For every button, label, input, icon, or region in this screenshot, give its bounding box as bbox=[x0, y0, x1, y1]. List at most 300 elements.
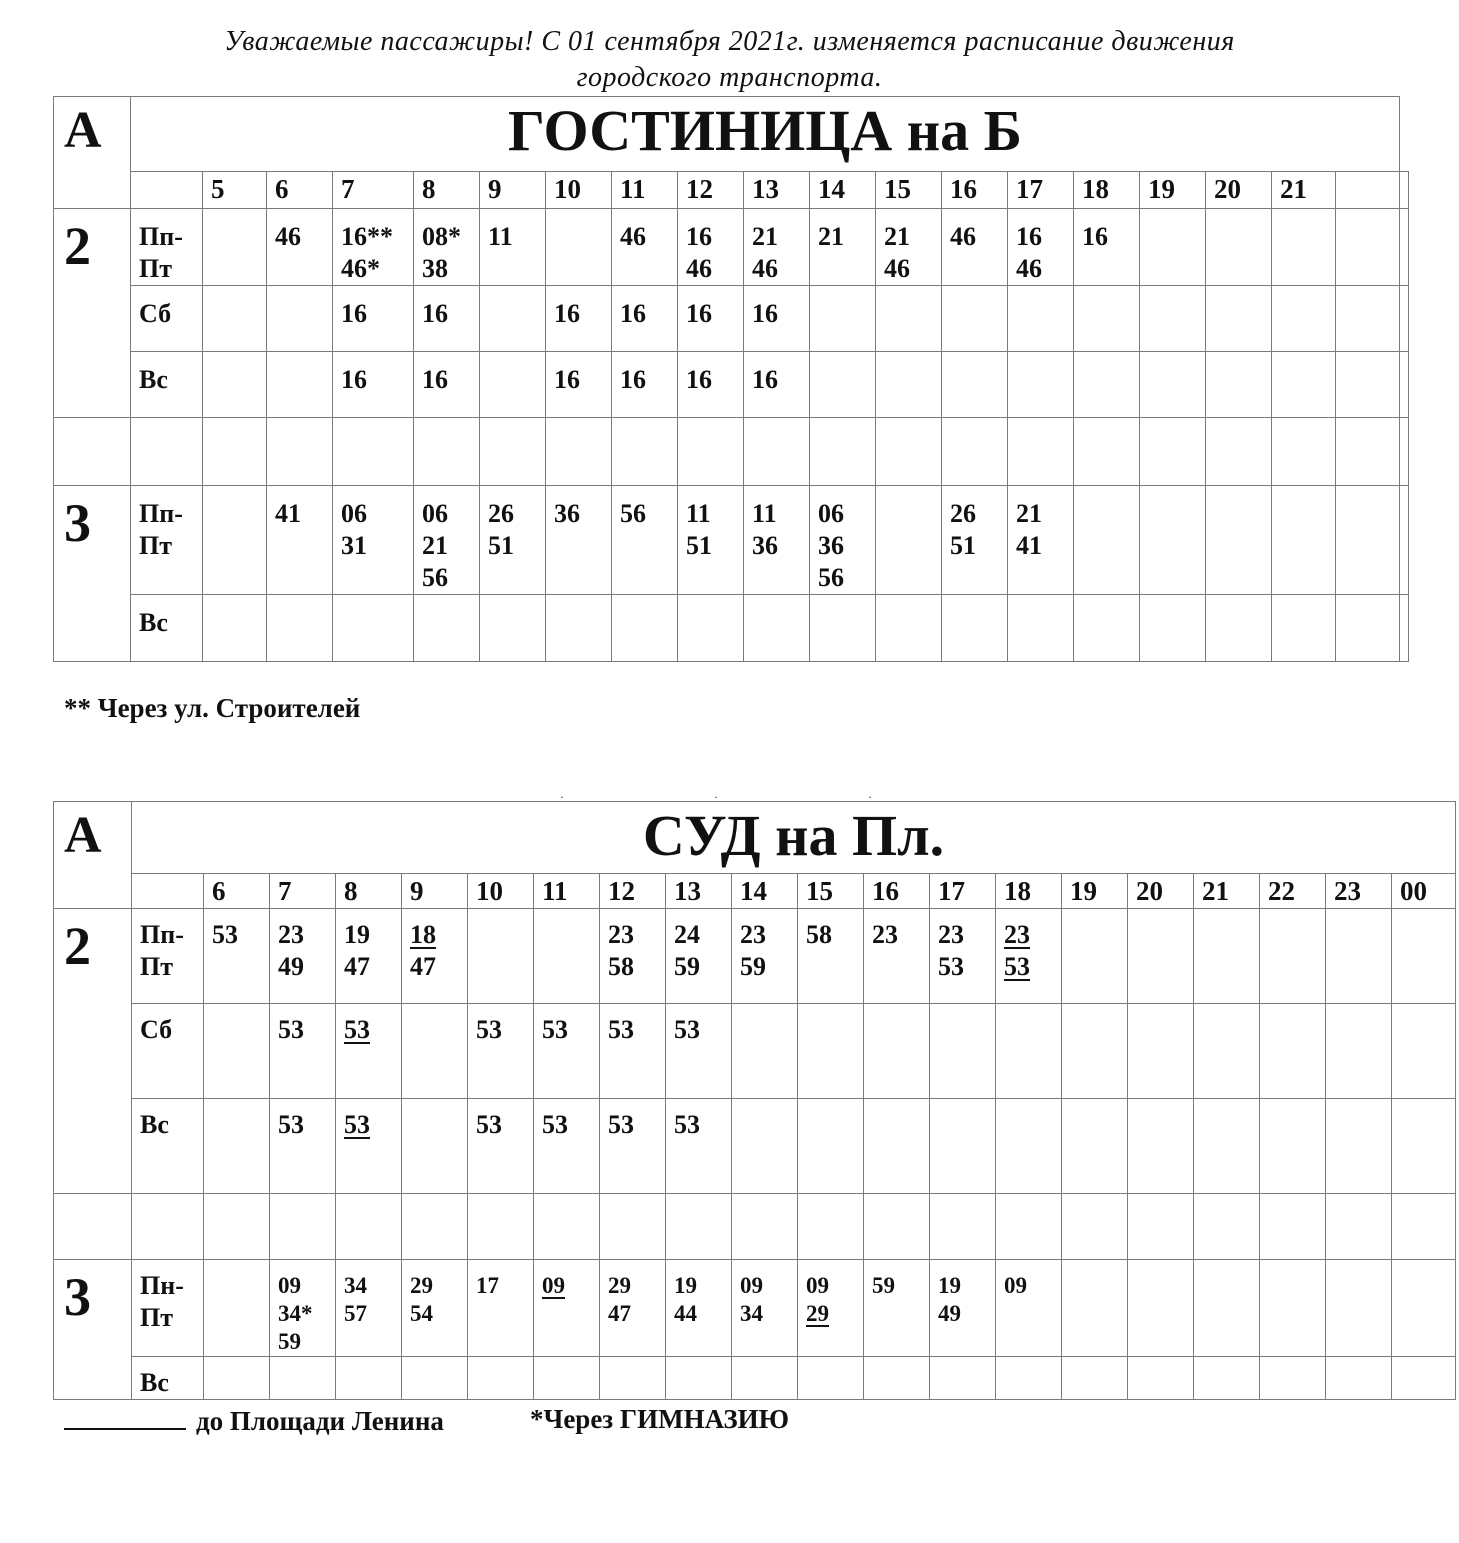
departure-cell bbox=[798, 1357, 864, 1400]
departure-cell bbox=[402, 1099, 468, 1194]
departure-cell bbox=[1392, 1004, 1456, 1099]
departure-cell bbox=[414, 418, 480, 486]
departure-minute: 58 bbox=[608, 952, 634, 981]
departure-cell bbox=[1140, 486, 1206, 595]
departure-cell bbox=[204, 1099, 270, 1194]
departure-cell bbox=[942, 418, 1008, 486]
hour-header: 14 bbox=[732, 874, 798, 909]
departure-cell bbox=[876, 352, 942, 418]
departure-cell bbox=[546, 209, 612, 286]
hour-header: 7 bbox=[270, 874, 336, 909]
departure-cell bbox=[1392, 1357, 1456, 1400]
departure-cell bbox=[678, 486, 744, 595]
departure-minute: 18 bbox=[410, 920, 436, 949]
departure-cell bbox=[1008, 595, 1074, 662]
column-a-header: А bbox=[54, 97, 131, 209]
departure-minute: 53 bbox=[542, 1015, 568, 1044]
schedule-row bbox=[54, 1004, 1456, 1099]
departure-cell bbox=[1326, 1194, 1392, 1260]
departure-minute: 46 bbox=[275, 222, 301, 251]
departure-cell bbox=[600, 1260, 666, 1357]
departure-minute: 51 bbox=[488, 531, 514, 560]
route-number: 3 bbox=[54, 1260, 132, 1400]
day-label-line: Вс bbox=[140, 1368, 169, 1397]
departure-cell bbox=[732, 909, 798, 1004]
day-label-line: Пп- bbox=[139, 499, 183, 528]
departure-cell bbox=[810, 286, 876, 352]
departure-cell bbox=[534, 1357, 600, 1400]
hour-header: 13 bbox=[666, 874, 732, 909]
departure-minute: 21 bbox=[752, 222, 778, 251]
departure-cell bbox=[534, 1194, 600, 1260]
day-label-line: Вс bbox=[139, 365, 168, 394]
hour-header: 5 bbox=[203, 172, 267, 209]
departure-cell bbox=[203, 286, 267, 352]
departure-cell bbox=[336, 1004, 402, 1099]
schedule-row bbox=[54, 1194, 1456, 1260]
departure-minute: 47 bbox=[608, 1301, 631, 1326]
departure-minute: 21 bbox=[422, 531, 448, 560]
day-label bbox=[132, 1260, 204, 1357]
departure-minute: 53 bbox=[476, 1015, 502, 1044]
departure-minute: 09 bbox=[278, 1273, 301, 1298]
departure-cell bbox=[1400, 486, 1409, 595]
departure-minute: 56 bbox=[422, 563, 448, 592]
departure-cell bbox=[546, 595, 612, 662]
departure-cell bbox=[267, 286, 333, 352]
notice bbox=[0, 24, 1459, 96]
departure-cell bbox=[1206, 209, 1272, 286]
departure-cell bbox=[1400, 595, 1409, 662]
departure-cell bbox=[1140, 595, 1206, 662]
departure-minute: 56 bbox=[818, 563, 844, 592]
spacer-cell bbox=[54, 418, 131, 486]
day-label bbox=[132, 1099, 204, 1194]
departure-cell bbox=[1008, 209, 1074, 286]
departure-cell bbox=[678, 352, 744, 418]
departure-cell bbox=[468, 1194, 534, 1260]
hour-header: 18 bbox=[996, 874, 1062, 909]
departure-cell bbox=[204, 1194, 270, 1260]
hour-header: 19 bbox=[1062, 874, 1128, 909]
departure-cell bbox=[600, 909, 666, 1004]
departure-minute: 19 bbox=[674, 1273, 697, 1298]
departure-cell bbox=[930, 909, 996, 1004]
departure-cell bbox=[204, 1260, 270, 1357]
departure-minute: 53 bbox=[1004, 952, 1030, 981]
departure-cell bbox=[1194, 1194, 1260, 1260]
departure-minute: 16 bbox=[686, 299, 712, 328]
departure-minute: 16 bbox=[1082, 222, 1108, 251]
departure-minute: 17 bbox=[476, 1273, 499, 1298]
departure-minute: 44 bbox=[674, 1301, 697, 1326]
departure-minute: 31 bbox=[341, 531, 367, 560]
departure-minute: 06 bbox=[341, 499, 367, 528]
departure-minute: 53 bbox=[938, 952, 964, 981]
departure-cell bbox=[270, 1099, 336, 1194]
departure-cell bbox=[876, 418, 942, 486]
departure-minute: 23 bbox=[608, 920, 634, 949]
departure-cell bbox=[402, 909, 468, 1004]
departure-cell bbox=[1272, 209, 1336, 286]
departure-cell bbox=[930, 1004, 996, 1099]
departure-cell bbox=[1336, 418, 1400, 486]
departure-cell bbox=[600, 1194, 666, 1260]
route-number: 2 bbox=[54, 209, 131, 418]
departure-cell bbox=[267, 486, 333, 595]
departure-minute: 53 bbox=[608, 1015, 634, 1044]
departure-cell bbox=[600, 1357, 666, 1400]
departure-cell bbox=[1392, 909, 1456, 1004]
departure-minute: 23 bbox=[1004, 920, 1030, 949]
departure-cell bbox=[1206, 595, 1272, 662]
departure-cell bbox=[666, 1194, 732, 1260]
departure-minute: 16 bbox=[686, 222, 712, 251]
hour-header: 12 bbox=[600, 874, 666, 909]
departure-minute: 06 bbox=[422, 499, 448, 528]
hour-header: 6 bbox=[267, 172, 333, 209]
departure-minute: 56 bbox=[620, 499, 646, 528]
hour-header: 18 bbox=[1074, 172, 1140, 209]
departure-cell bbox=[1260, 909, 1326, 1004]
departure-cell bbox=[203, 595, 267, 662]
departure-cell bbox=[1128, 1357, 1194, 1400]
departure-cell bbox=[546, 286, 612, 352]
departure-minute: 16 bbox=[554, 365, 580, 394]
departure-minute: 09 bbox=[740, 1273, 763, 1298]
departure-minute: 53 bbox=[476, 1110, 502, 1139]
departure-cell bbox=[1392, 1260, 1456, 1357]
departure-minute: 09 bbox=[1004, 1273, 1027, 1298]
departure-minute: 16 bbox=[620, 299, 646, 328]
departure-cell bbox=[996, 909, 1062, 1004]
departure-cell bbox=[333, 486, 414, 595]
departure-cell bbox=[744, 595, 810, 662]
departure-cell bbox=[1008, 352, 1074, 418]
departure-cell bbox=[798, 909, 864, 1004]
departure-cell bbox=[270, 909, 336, 1004]
hour-header: 16 bbox=[864, 874, 930, 909]
departure-cell bbox=[1206, 286, 1272, 352]
departure-cell bbox=[1062, 1099, 1128, 1194]
stop-title: ГОСТИНИЦА на Б bbox=[131, 97, 1400, 172]
departure-cell bbox=[1008, 486, 1074, 595]
departure-minute: 11 bbox=[488, 222, 513, 251]
departure-cell bbox=[1326, 1357, 1392, 1400]
departure-cell bbox=[1194, 1260, 1260, 1357]
departure-cell bbox=[333, 209, 414, 286]
departure-cell bbox=[612, 352, 678, 418]
departure-cell bbox=[534, 1004, 600, 1099]
schedule-row bbox=[54, 352, 1409, 418]
day-label bbox=[131, 209, 203, 286]
departure-cell bbox=[1400, 352, 1409, 418]
hour-header: 13 bbox=[744, 172, 810, 209]
departure-minute: 19 bbox=[938, 1273, 961, 1298]
departure-cell bbox=[798, 1194, 864, 1260]
departure-cell bbox=[1074, 352, 1140, 418]
route-number: 3 bbox=[54, 486, 131, 662]
departure-cell bbox=[203, 352, 267, 418]
departure-cell bbox=[810, 595, 876, 662]
departure-minute: 08* bbox=[422, 222, 461, 251]
day-label bbox=[132, 1004, 204, 1099]
schedule-row bbox=[54, 1357, 1456, 1400]
hour-header: 21 bbox=[1194, 874, 1260, 909]
departure-cell bbox=[333, 418, 414, 486]
departure-cell bbox=[1062, 1004, 1128, 1099]
departure-cell bbox=[1336, 352, 1400, 418]
schedule-table-sud bbox=[53, 801, 1456, 1400]
schedule-row bbox=[54, 286, 1409, 352]
departure-cell bbox=[480, 352, 546, 418]
departure-cell bbox=[798, 1260, 864, 1357]
departure-cell bbox=[612, 286, 678, 352]
schedule-row bbox=[54, 909, 1456, 1004]
departure-minute: 29 bbox=[410, 1273, 433, 1298]
departure-cell bbox=[732, 1004, 798, 1099]
departure-cell bbox=[336, 1357, 402, 1400]
departure-cell bbox=[942, 352, 1008, 418]
departure-cell bbox=[942, 286, 1008, 352]
departure-minute: 59 bbox=[740, 952, 766, 981]
departure-cell bbox=[1326, 1099, 1392, 1194]
departure-minute: 57 bbox=[344, 1301, 367, 1326]
departure-cell bbox=[1260, 1099, 1326, 1194]
departure-cell bbox=[732, 1357, 798, 1400]
departure-cell bbox=[1260, 1260, 1326, 1357]
departure-cell bbox=[942, 209, 1008, 286]
hour-header: 12 bbox=[678, 172, 744, 209]
departure-cell bbox=[1272, 418, 1336, 486]
departure-cell bbox=[798, 1004, 864, 1099]
departure-cell bbox=[468, 1260, 534, 1357]
departure-cell bbox=[732, 1194, 798, 1260]
departure-cell bbox=[1128, 1004, 1194, 1099]
departure-cell bbox=[996, 1260, 1062, 1357]
departure-cell bbox=[546, 352, 612, 418]
departure-cell bbox=[678, 209, 744, 286]
departure-minute: 58 bbox=[806, 920, 832, 949]
departure-cell bbox=[666, 1260, 732, 1357]
departure-cell bbox=[414, 352, 480, 418]
day-label-line: Пп- bbox=[140, 920, 184, 949]
departure-cell bbox=[666, 1357, 732, 1400]
departure-minute: 26 bbox=[950, 499, 976, 528]
departure-cell bbox=[1140, 352, 1206, 418]
day-label-line: Пт bbox=[139, 254, 172, 283]
departure-minute: 23 bbox=[872, 920, 898, 949]
departure-minute: 34 bbox=[344, 1273, 367, 1298]
departure-cell bbox=[203, 486, 267, 595]
hour-header: 9 bbox=[402, 874, 468, 909]
departure-cell bbox=[1272, 486, 1336, 595]
departure-minute: 49 bbox=[278, 952, 304, 981]
departure-cell bbox=[1336, 209, 1400, 286]
departure-minute: 46 bbox=[950, 222, 976, 251]
hour-header: 15 bbox=[876, 172, 942, 209]
departure-cell bbox=[600, 1004, 666, 1099]
departure-cell bbox=[612, 418, 678, 486]
departure-cell bbox=[1400, 286, 1409, 352]
departure-cell bbox=[810, 418, 876, 486]
departure-cell bbox=[864, 1004, 930, 1099]
hour-header: 22 bbox=[1260, 874, 1326, 909]
hour-header: 00 bbox=[1392, 874, 1456, 909]
day-label bbox=[132, 1194, 204, 1260]
departure-cell bbox=[333, 595, 414, 662]
departure-cell bbox=[333, 352, 414, 418]
departure-cell bbox=[270, 1194, 336, 1260]
legend-underline-text: до Площади Ленина bbox=[196, 1406, 444, 1436]
departure-cell bbox=[1140, 209, 1206, 286]
departure-cell bbox=[336, 909, 402, 1004]
departure-cell bbox=[1400, 418, 1409, 486]
schedule-row bbox=[54, 209, 1409, 286]
departure-cell bbox=[270, 1260, 336, 1357]
departure-cell bbox=[678, 286, 744, 352]
day-label-line: Сб bbox=[140, 1015, 173, 1044]
schedule-row bbox=[54, 1260, 1456, 1357]
departure-cell bbox=[1336, 286, 1400, 352]
day-label-line: Пт bbox=[140, 1303, 173, 1332]
departure-minute: 23 bbox=[278, 920, 304, 949]
departure-minute: 16 bbox=[752, 299, 778, 328]
departure-minute: 16 bbox=[341, 299, 367, 328]
departure-cell bbox=[333, 286, 414, 352]
departure-cell bbox=[1062, 1194, 1128, 1260]
departure-minute: 21 bbox=[1016, 499, 1042, 528]
departure-cell bbox=[480, 418, 546, 486]
departure-cell bbox=[480, 286, 546, 352]
hour-header-blank bbox=[132, 874, 204, 909]
departure-cell bbox=[336, 1099, 402, 1194]
day-label bbox=[131, 352, 203, 418]
hour-header bbox=[1336, 172, 1400, 209]
hour-header: 17 bbox=[930, 874, 996, 909]
departure-cell bbox=[1194, 1357, 1260, 1400]
hour-header: 17 bbox=[1008, 172, 1074, 209]
departure-minute: 16 bbox=[1016, 222, 1042, 251]
departure-cell bbox=[468, 1004, 534, 1099]
departure-cell bbox=[744, 418, 810, 486]
departure-minute: 53 bbox=[278, 1015, 304, 1044]
departure-minute: 46* bbox=[341, 254, 380, 283]
departure-cell bbox=[612, 486, 678, 595]
departure-cell bbox=[1392, 1099, 1456, 1194]
departure-cell bbox=[204, 1004, 270, 1099]
departure-cell bbox=[1062, 909, 1128, 1004]
day-label-line: Пт bbox=[139, 531, 172, 560]
departure-cell bbox=[876, 286, 942, 352]
departure-cell bbox=[864, 1357, 930, 1400]
departure-cell bbox=[402, 1357, 468, 1400]
hour-header: 20 bbox=[1128, 874, 1194, 909]
departure-minute: 16 bbox=[422, 365, 448, 394]
hour-header: 14 bbox=[810, 172, 876, 209]
departure-cell bbox=[1206, 418, 1272, 486]
departure-minute: 36 bbox=[752, 531, 778, 560]
hour-header bbox=[1400, 172, 1409, 209]
departure-cell bbox=[468, 1099, 534, 1194]
departure-cell bbox=[1400, 209, 1409, 286]
departure-cell bbox=[666, 1099, 732, 1194]
schedule-row bbox=[54, 418, 1409, 486]
departure-minute: 53 bbox=[674, 1110, 700, 1139]
departure-cell bbox=[1272, 286, 1336, 352]
notice-line-1: Уважаемые пассажиры! С 01 сентября 2021г. изменяется расписание движения bbox=[224, 26, 1235, 57]
departure-cell bbox=[996, 1004, 1062, 1099]
schedule-row bbox=[54, 1099, 1456, 1194]
footnote-gimnaziya: *Через ГИМНАЗИЮ bbox=[530, 1404, 790, 1434]
day-label-line: Вс bbox=[140, 1110, 169, 1139]
departure-cell bbox=[744, 209, 810, 286]
route-number: 2 bbox=[54, 909, 132, 1194]
departure-cell bbox=[864, 1194, 930, 1260]
departure-cell bbox=[1336, 595, 1400, 662]
departure-cell bbox=[204, 909, 270, 1004]
departure-cell bbox=[810, 352, 876, 418]
departure-cell bbox=[942, 486, 1008, 595]
departure-minute: 36 bbox=[554, 499, 580, 528]
departure-cell bbox=[1128, 909, 1194, 1004]
departure-cell bbox=[1194, 1099, 1260, 1194]
departure-cell bbox=[1062, 1357, 1128, 1400]
departure-minute: 53 bbox=[344, 1110, 370, 1139]
departure-cell bbox=[1008, 286, 1074, 352]
departure-cell bbox=[876, 595, 942, 662]
departure-cell bbox=[930, 1194, 996, 1260]
departure-cell bbox=[678, 418, 744, 486]
departure-cell bbox=[468, 909, 534, 1004]
column-a-header: А bbox=[54, 802, 132, 909]
departure-cell bbox=[810, 486, 876, 595]
legend-underline bbox=[64, 1404, 444, 1437]
departure-minute: 16 bbox=[686, 365, 712, 394]
departure-cell bbox=[1062, 1260, 1128, 1357]
departure-minute: 38 bbox=[422, 254, 448, 283]
departure-minute: 53 bbox=[608, 1110, 634, 1139]
departure-cell bbox=[1194, 909, 1260, 1004]
spacer-cell bbox=[54, 1194, 132, 1260]
departure-cell bbox=[1336, 486, 1400, 595]
departure-minute: 59 bbox=[872, 1273, 895, 1298]
hour-header: 9 bbox=[480, 172, 546, 209]
departure-minute: 59 bbox=[674, 952, 700, 981]
departure-cell bbox=[1074, 595, 1140, 662]
hour-header: 6 bbox=[204, 874, 270, 909]
departure-minute: 16 bbox=[620, 365, 646, 394]
departure-cell bbox=[267, 595, 333, 662]
departure-minute: 46 bbox=[620, 222, 646, 251]
departure-cell bbox=[1272, 352, 1336, 418]
departure-minute: 34 bbox=[740, 1301, 763, 1326]
hour-header: 10 bbox=[546, 172, 612, 209]
scan-marks: ··· bbox=[560, 790, 1022, 804]
departure-cell bbox=[1326, 909, 1392, 1004]
departure-cell bbox=[1392, 1194, 1456, 1260]
departure-minute: 46 bbox=[884, 254, 910, 283]
departure-minute: 16** bbox=[341, 222, 393, 251]
departure-cell bbox=[600, 1099, 666, 1194]
day-label-line: Пн- bbox=[140, 1271, 184, 1300]
departure-cell bbox=[480, 486, 546, 595]
hour-header: 21 bbox=[1272, 172, 1336, 209]
hour-header: 23 bbox=[1326, 874, 1392, 909]
departure-cell bbox=[876, 209, 942, 286]
departure-cell bbox=[534, 909, 600, 1004]
departure-minute: 47 bbox=[410, 952, 436, 981]
